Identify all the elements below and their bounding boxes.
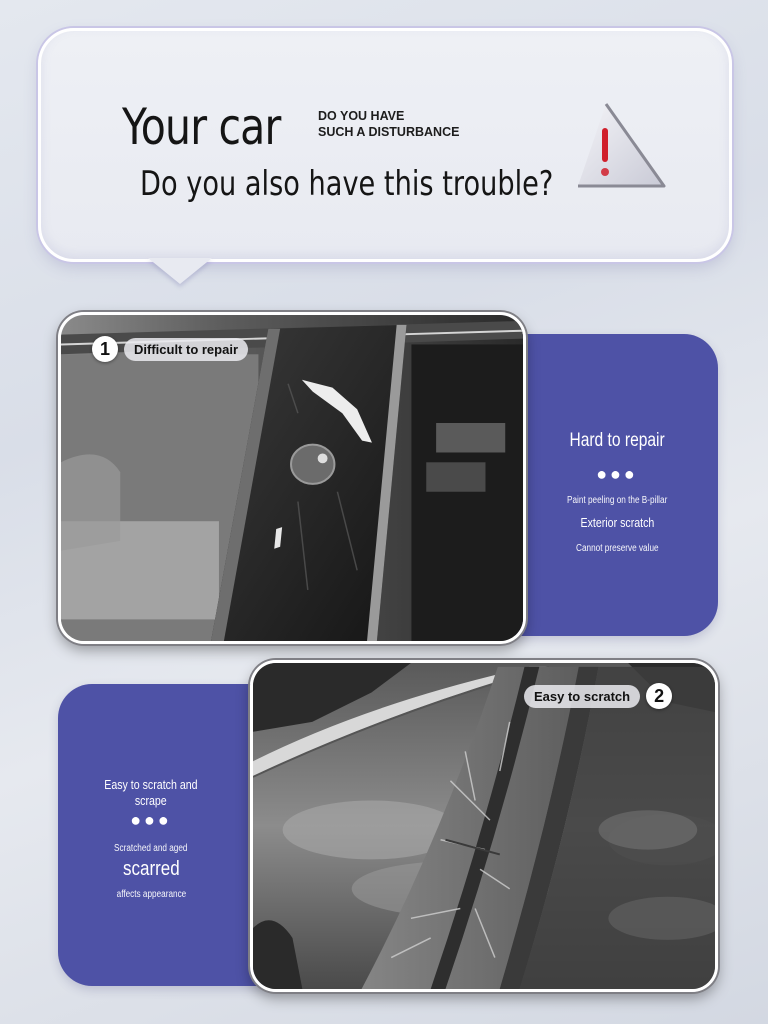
label-difficult-to-repair: Difficult to repair <box>124 338 248 361</box>
number-badge-1: 1 <box>92 336 118 362</box>
info-panel-2 <box>58 684 278 986</box>
panel2-line1: Scratched and aged <box>114 843 188 854</box>
label-1 <box>92 336 248 362</box>
tagline-line1: DO YOU HAVE <box>318 109 405 123</box>
panel2-line2: affects appearance <box>116 889 186 900</box>
panel1-line1: Paint peeling on the B-pillar <box>566 495 668 506</box>
photo-b-pillar-scratches <box>250 660 718 992</box>
panel1-dots: ●●● <box>596 464 638 484</box>
headline-tagline <box>318 108 518 140</box>
panel2-dots: ●●● <box>130 810 172 830</box>
panel1-line3: Cannot preserve value <box>575 543 659 554</box>
panel2-title-line1: Easy to scratch and <box>104 778 198 792</box>
info-panel-1 <box>508 334 718 636</box>
warning-triangle-icon <box>572 98 668 194</box>
bubble-tail <box>148 258 212 284</box>
label-2 <box>524 683 672 709</box>
label-easy-to-scratch: Easy to scratch <box>524 685 640 708</box>
headline-subtitle: Do you also have this trouble? <box>140 164 554 204</box>
panel1-line2: Exterior scratch <box>580 516 654 530</box>
number-badge-2: 2 <box>646 683 672 709</box>
panel2-title-line2: scrape <box>135 794 167 808</box>
tagline-line2: SUCH A DISTURBANCE <box>318 125 460 139</box>
panel2-big: scarred <box>122 858 180 880</box>
panel1-title: Hard to repair <box>569 430 665 451</box>
headline-title: Your car <box>122 98 281 156</box>
